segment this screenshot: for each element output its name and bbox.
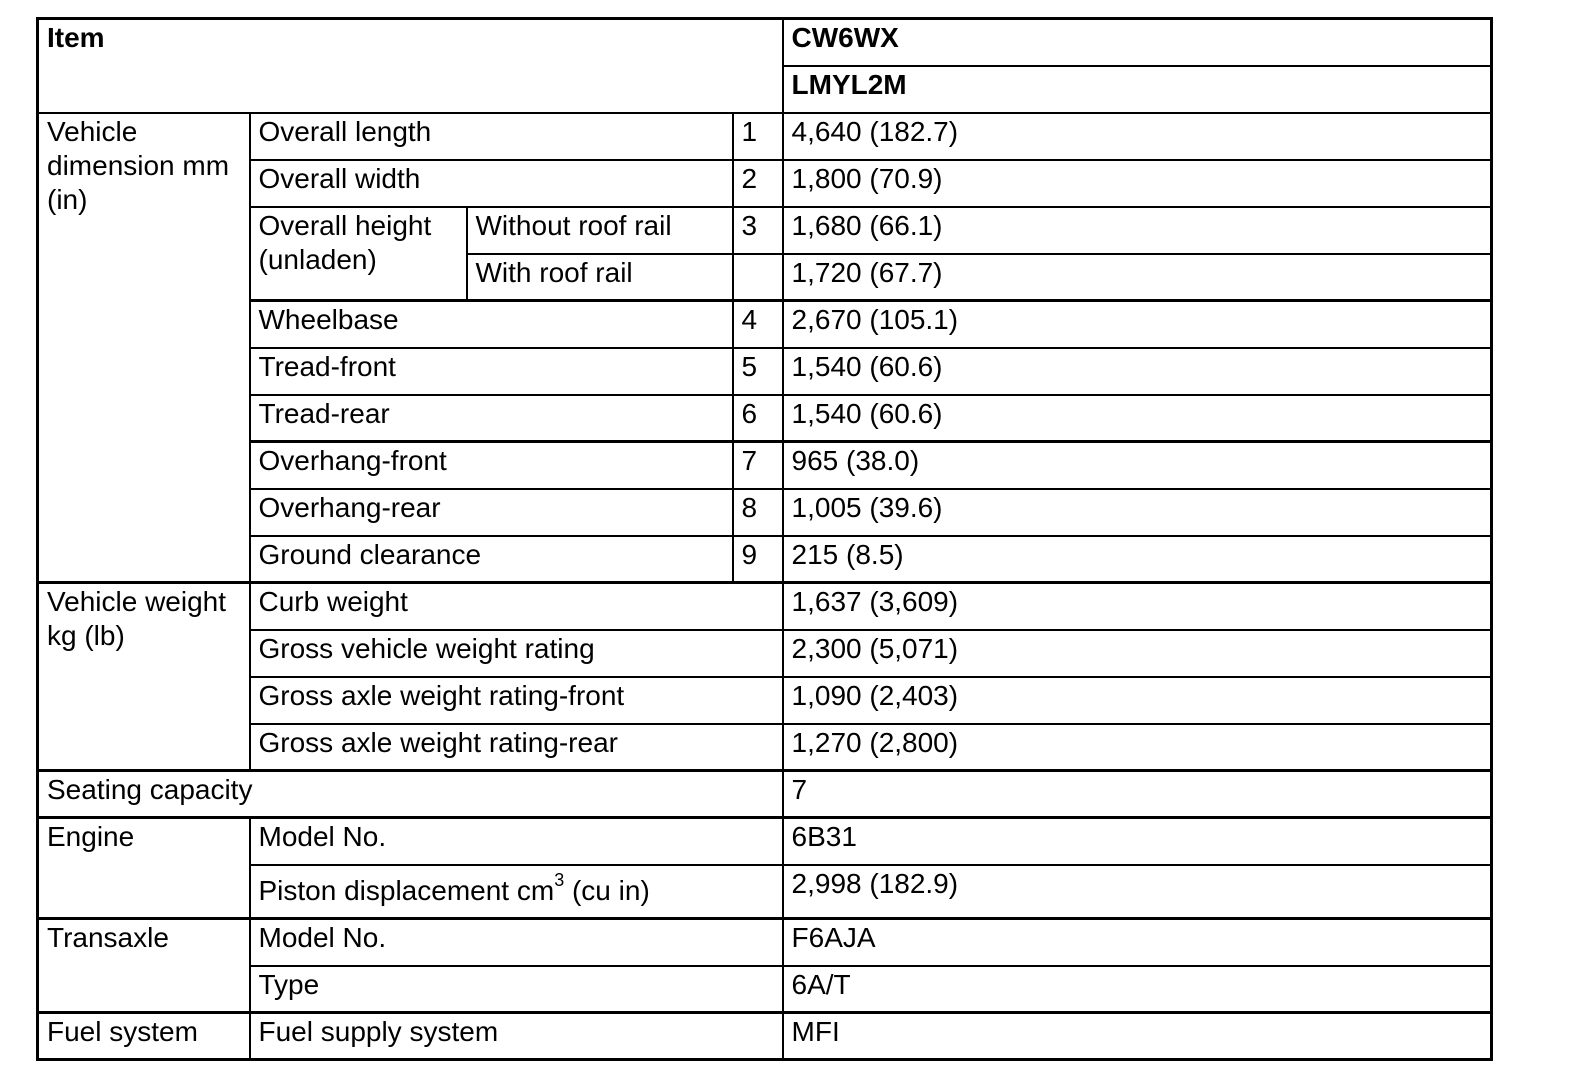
row-number: 3 — [733, 207, 783, 254]
table-row — [38, 536, 1492, 583]
row-sublabel: With roof rail — [467, 254, 733, 301]
row-value: F6AJA — [783, 919, 1492, 966]
header-model-spec: LMYL2M — [783, 66, 1492, 113]
table-row — [38, 818, 1492, 865]
table-row — [38, 966, 1492, 1013]
row-number: 5 — [733, 348, 783, 395]
row-label: Tread-rear — [250, 395, 733, 442]
table-row — [38, 489, 1492, 536]
table-row — [38, 113, 1492, 160]
displacement-label-text: Piston displacement cm — [258, 874, 555, 906]
row-value: 2,998 (182.9) — [783, 865, 1492, 919]
row-label-piston-displacement — [250, 865, 783, 919]
table-row — [38, 160, 1492, 207]
row-label: Overall width — [250, 160, 733, 207]
row-number: 7 — [733, 442, 783, 489]
group-engine: Engine — [38, 818, 250, 919]
row-label: Model No. — [250, 919, 783, 966]
row-sublabel: Without roof rail — [467, 207, 733, 254]
row-value: 1,270 (2,800) — [783, 724, 1492, 771]
row-label: Overhang-front — [250, 442, 733, 489]
vehicle-spec-table — [36, 17, 1493, 1061]
table-row — [38, 301, 1492, 348]
group-vehicle-weight: Vehicle weight kg (lb) — [38, 583, 250, 771]
row-value: 1,720 (67.7) — [783, 254, 1492, 301]
row-label: Overhang-rear — [250, 489, 733, 536]
row-value: 1,540 (60.6) — [783, 395, 1492, 442]
header-item: Item — [38, 19, 783, 113]
row-label: Gross axle weight rating-rear — [250, 724, 783, 771]
row-value: 1,005 (39.6) — [783, 489, 1492, 536]
row-number: 8 — [733, 489, 783, 536]
table-row — [38, 442, 1492, 489]
row-value: 215 (8.5) — [783, 536, 1492, 583]
row-value: MFI — [783, 1013, 1492, 1060]
row-label: Gross axle weight rating-front — [250, 677, 783, 724]
row-label: Curb weight — [250, 583, 783, 630]
row-number — [733, 254, 783, 301]
row-value: 4,640 (182.7) — [783, 113, 1492, 160]
table-row — [38, 724, 1492, 771]
table-row — [38, 583, 1492, 630]
row-label: Gross vehicle weight rating — [250, 630, 783, 677]
table-row — [38, 348, 1492, 395]
row-value: 2,300 (5,071) — [783, 630, 1492, 677]
row-value: 1,540 (60.6) — [783, 348, 1492, 395]
row-label: Type — [250, 966, 783, 1013]
row-value: 7 — [783, 771, 1492, 818]
table-row — [38, 771, 1492, 818]
group-fuel-system: Fuel system — [38, 1013, 250, 1060]
row-label: Wheelbase — [250, 301, 733, 348]
displacement-label-unit: (cu in) — [564, 874, 650, 906]
row-value: 6A/T — [783, 966, 1492, 1013]
table-row — [38, 630, 1492, 677]
group-transaxle: Transaxle — [38, 919, 250, 1013]
row-number: 2 — [733, 160, 783, 207]
row-number: 4 — [733, 301, 783, 348]
table-row — [38, 207, 1492, 254]
table-row — [38, 919, 1492, 966]
table-row — [38, 1013, 1492, 1060]
row-label-seating-capacity: Seating capacity — [38, 771, 783, 818]
row-number: 6 — [733, 395, 783, 442]
row-value: 1,800 (70.9) — [783, 160, 1492, 207]
row-value: 1,090 (2,403) — [783, 677, 1492, 724]
header-model-code: CW6WX — [783, 19, 1492, 66]
row-value: 1,637 (3,609) — [783, 583, 1492, 630]
table-row — [38, 395, 1492, 442]
row-number: 9 — [733, 536, 783, 583]
group-vehicle-dimension: Vehicle dimension mm (in) — [38, 113, 250, 583]
row-label: Model No. — [250, 818, 783, 865]
row-label: Fuel supply system — [250, 1013, 783, 1060]
row-label-overall-height: Overall height (unladen) — [250, 207, 467, 301]
table-row — [38, 865, 1492, 919]
row-label: Overall length — [250, 113, 733, 160]
row-value: 1,680 (66.1) — [783, 207, 1492, 254]
row-label: Ground clearance — [250, 536, 733, 583]
row-value: 965 (38.0) — [783, 442, 1492, 489]
header-row-model-code — [38, 19, 1492, 66]
row-value: 6B31 — [783, 818, 1492, 865]
row-value: 2,670 (105.1) — [783, 301, 1492, 348]
row-label: Tread-front — [250, 348, 733, 395]
row-number: 1 — [733, 113, 783, 160]
table-row — [38, 677, 1492, 724]
superscript-3: 3 — [554, 870, 565, 891]
